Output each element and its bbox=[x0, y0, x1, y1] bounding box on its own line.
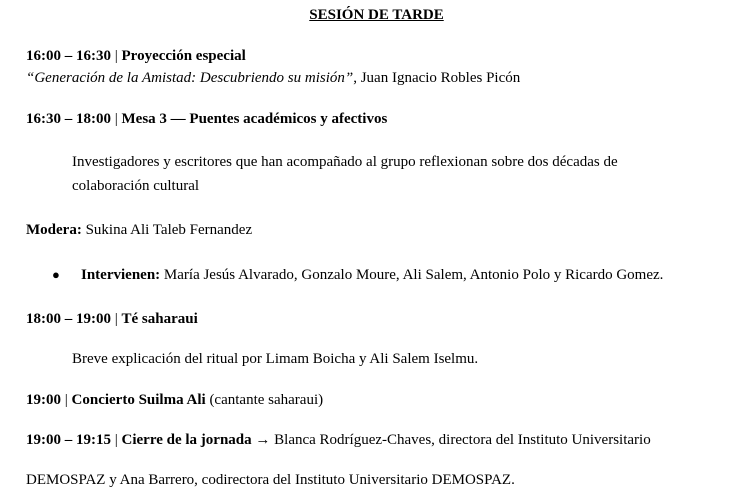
mesa3-description-line1: Investigadores y escritores que han acompañado al grupo reflexionan sobre dos décadas de bbox=[72, 154, 618, 170]
item-proyeccion-heading bbox=[26, 47, 246, 65]
speakers-label: Intervienen: bbox=[81, 267, 161, 283]
item-te-heading bbox=[26, 310, 198, 328]
separator: | bbox=[61, 392, 72, 408]
item-cierre-heading bbox=[26, 431, 651, 449]
bullet-icon: ● bbox=[52, 267, 60, 282]
item-heading: Proyección especial bbox=[121, 48, 246, 64]
item-time: 19:00 bbox=[26, 392, 61, 408]
concierto-note: (cantante saharaui) bbox=[205, 392, 324, 408]
moderator-name: Sukina Ali Taleb Fernandez bbox=[81, 222, 253, 238]
item-time: 18:00 – 19:00 bbox=[26, 311, 111, 327]
arrow-icon: → bbox=[251, 432, 275, 448]
item-heading: Mesa 3 — Puentes académicos y afectivos bbox=[121, 111, 388, 127]
cierre-text-line2: DEMOSPAZ y Ana Barrero, codirectora del Instituto Universitario DEMOSPAZ. bbox=[26, 472, 515, 488]
item-heading: Concierto Suilma Ali bbox=[71, 392, 206, 408]
mesa3-speakers bbox=[81, 266, 663, 284]
separator: | bbox=[111, 48, 122, 64]
moderator-label: Modera: bbox=[26, 222, 82, 238]
separator: | bbox=[111, 111, 122, 127]
mesa3-description-line2: colaboración cultural bbox=[72, 178, 200, 194]
item-concierto-heading bbox=[26, 391, 323, 409]
separator: | bbox=[111, 311, 122, 327]
session-title: SESIÓN DE TARDE bbox=[309, 7, 444, 23]
item-time: 19:00 – 19:15 bbox=[26, 432, 111, 448]
film-title: “Generación de la Amistad: Descubriendo su misión” bbox=[26, 70, 354, 86]
item-proyeccion-film bbox=[26, 69, 520, 87]
item-mesa3-heading bbox=[26, 110, 387, 128]
item-heading: Cierre de la jornada bbox=[121, 432, 252, 448]
film-credit: , Juan Ignacio Robles Picón bbox=[353, 70, 521, 86]
item-time: 16:00 – 16:30 bbox=[26, 48, 111, 64]
cierre-text-line1: Blanca Rodríguez-Chaves, directora del Instituto Universitario bbox=[274, 432, 651, 448]
speakers-list: María Jesús Alvarado, Gonzalo Moure, Ali Salem, Antonio Polo y Ricardo Gomez. bbox=[160, 267, 664, 283]
te-description: Breve explicación del ritual por Limam Boicha y Ali Salem Iselmu. bbox=[72, 351, 479, 367]
mesa3-moderator bbox=[26, 221, 252, 239]
item-heading: Té saharaui bbox=[121, 311, 198, 327]
separator: | bbox=[111, 432, 122, 448]
item-time: 16:30 – 18:00 bbox=[26, 111, 111, 127]
